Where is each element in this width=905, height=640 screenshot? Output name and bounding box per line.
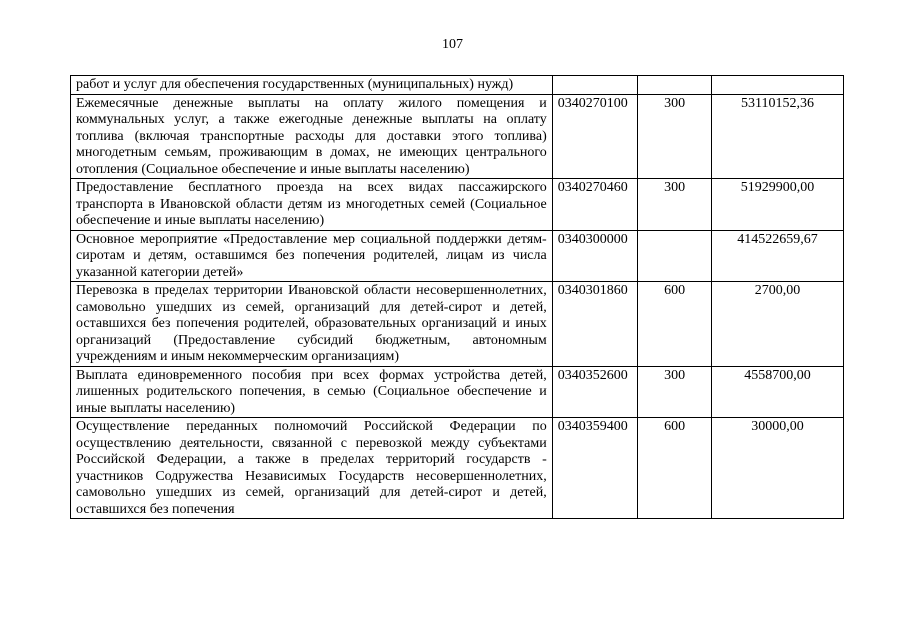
row-code-cell: 0340300000 — [552, 230, 638, 282]
row-code-cell: 0340301860 — [552, 282, 638, 367]
row-name-cell: Выплата единовременного пособия при всех формах устройства детей, лишенных родительского попечения, в семью (Социальное обеспечение и иные выплаты населению) — [71, 366, 553, 418]
row-name-cell: Ежемесячные денежные выплаты на оплату жилого помещения и коммунальных услуг, а также ежегодные денежные выплаты на оплату топлива (включая транспортные расходы для доставки этого топлива) многодетным семьям, проживающим в домах, не имеющих центрального отопления (Социальное обеспечение и иные выплаты населению) — [71, 94, 553, 179]
row-type-cell: 600 — [638, 282, 712, 367]
row-sum-cell: 2700,00 — [711, 282, 843, 367]
row-sum-cell: 53110152,36 — [711, 94, 843, 179]
row-sum-cell: 4558700,00 — [711, 366, 843, 418]
table-row — [71, 179, 844, 231]
budget-table — [70, 75, 844, 519]
row-type-cell: 600 — [638, 418, 712, 519]
row-name-cell: Основное мероприятие «Предоставление мер социальной поддержки детям-сиротам и детям, оставшимся без попечения родителей, лицам из числа указанной категории детей» — [71, 230, 553, 282]
row-type-cell — [638, 76, 712, 95]
row-type-cell: 300 — [638, 179, 712, 231]
page-number: 107 — [442, 37, 463, 52]
row-name-cell: работ и услуг для обеспечения государственных (муниципальных) нужд) — [71, 76, 553, 95]
row-sum-cell: 414522659,67 — [711, 230, 843, 282]
row-name-cell: Осуществление переданных полномочий Российской Федерации по осуществлению деятельности, связанной с перевозкой между субъектами Российской Федерации, а также в пределах территорий государств - участников Содружества Независимых Государств несовершеннолетних, самовольно ушедших из семей, организаций для детей-сирот и детей, оставшихся без попечения — [71, 418, 553, 519]
row-code-cell: 0340359400 — [552, 418, 638, 519]
row-name-cell: Предоставление бесплатного проезда на всех видах пассажирского транспорта в Ивановской области детям из многодетных семей (Социальное обеспечение и иные выплаты населению) — [71, 179, 553, 231]
row-type-cell: 300 — [638, 366, 712, 418]
row-sum-cell: 30000,00 — [711, 418, 843, 519]
table-row — [71, 230, 844, 282]
row-code-cell — [552, 76, 638, 95]
table-row — [71, 366, 844, 418]
table-row — [71, 418, 844, 519]
row-sum-cell: 51929900,00 — [711, 179, 843, 231]
table-row — [71, 76, 844, 95]
row-type-cell: 300 — [638, 94, 712, 179]
row-code-cell: 0340270460 — [552, 179, 638, 231]
row-sum-cell — [711, 76, 843, 95]
row-code-cell: 0340352600 — [552, 366, 638, 418]
table-row — [71, 282, 844, 367]
table-row — [71, 94, 844, 179]
row-code-cell: 0340270100 — [552, 94, 638, 179]
row-name-cell: Перевозка в пределах территории Ивановской области несовершеннолетних, самовольно ушедших из семей, организаций для детей-сирот и детей, оставшихся без попечения родителей, образовательных организаций и иных организаций (Предоставление субсидий бюджетным, автономным учреждениям и иным некоммерческим организациям) — [71, 282, 553, 367]
budget-table-body — [71, 76, 844, 519]
row-type-cell — [638, 230, 712, 282]
